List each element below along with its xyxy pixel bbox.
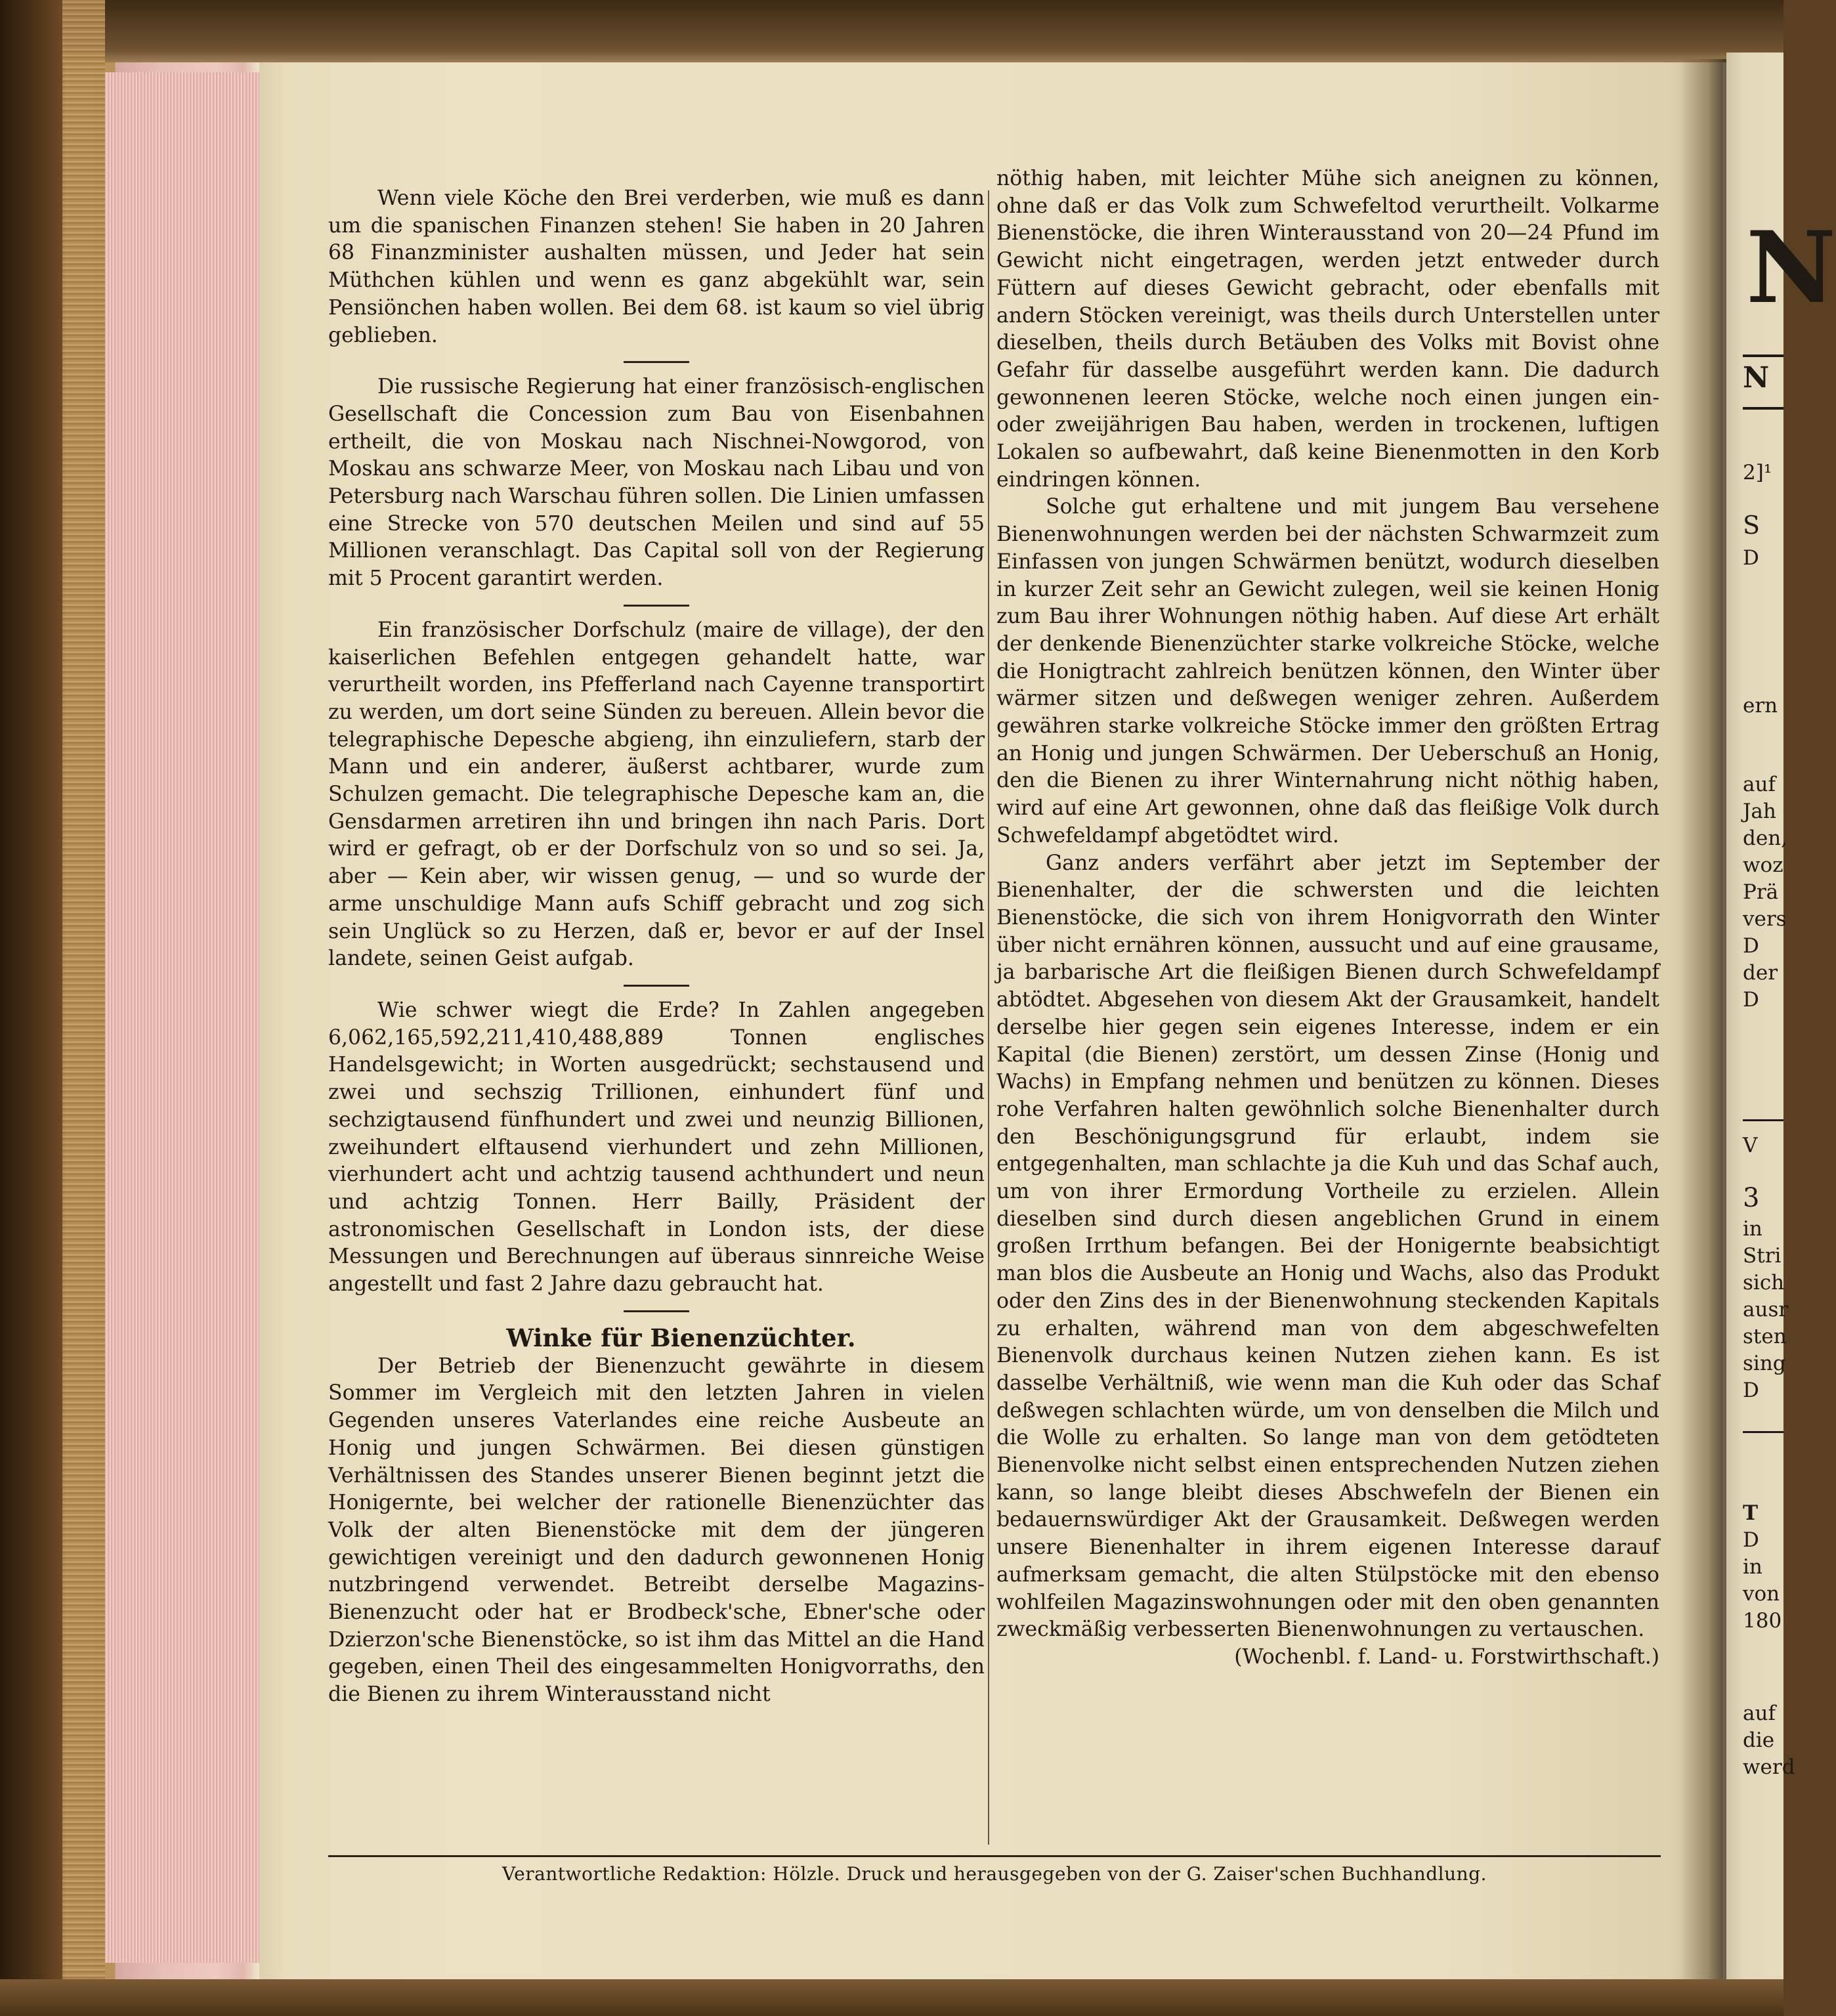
next-page-fragment: ern <box>1743 694 1778 718</box>
next-page-fragment: T <box>1743 1501 1759 1525</box>
column-divider <box>988 190 989 1845</box>
page-edges <box>105 72 259 1963</box>
background-bottom <box>0 1979 1783 2016</box>
section-divider <box>624 985 689 987</box>
left-column <box>328 185 985 1709</box>
background-top <box>62 0 1783 62</box>
next-page-fragment: auf <box>1743 1702 1776 1725</box>
section-divider <box>624 1310 689 1312</box>
next-page-fragment: D <box>1743 1528 1759 1552</box>
next-page-fragment: in <box>1743 1555 1762 1579</box>
next-page-rule <box>1743 1119 1783 1121</box>
next-page-fragment: Stri <box>1743 1244 1782 1268</box>
next-page-fragment: werd <box>1743 1755 1795 1779</box>
next-page-masthead-letter: N <box>1746 210 1836 326</box>
next-page-rule <box>1743 1431 1783 1433</box>
next-page-fragment: auf <box>1743 773 1776 796</box>
next-page-fragment: Prä <box>1743 880 1779 904</box>
imprint-footer: Verantwortliche Redaktion: Hölzle. Druck und herausgegeben von der G. Zaiser'schen Buchhandlung. <box>502 1863 1487 1885</box>
next-page-fragment: Jah <box>1743 800 1776 823</box>
next-page-rule <box>1743 354 1783 357</box>
next-page-fragment: 180 <box>1743 1609 1782 1633</box>
article-heading-beekeeping: Winke für Bienenzüchter. <box>506 1323 856 1352</box>
next-page-number: N <box>1743 361 1770 395</box>
next-page-fragment: 3 <box>1743 1183 1760 1213</box>
gutter-shadow <box>1680 59 1726 1983</box>
next-page-rule <box>1743 407 1783 410</box>
next-page-fragment: D <box>1743 546 1759 570</box>
next-page-fragment: vers <box>1743 907 1787 931</box>
next-page-fragment: D <box>1743 1379 1759 1402</box>
next-page-fragment: sing <box>1743 1352 1786 1375</box>
beekeeping-continued: nöthig haben, mit leichter Mühe sich aneignen zu können, ohne daß er das Volk zum Schwefeltod verurtheilt. Volkarme Bienenstöcke, die ihren Winterausstand von 20—24 Pfund im Gewicht nicht eingetragen, werden jetzt entweder durch Füttern auf dieses Gewicht gebracht, oder ebenfalls mit andern Stöcken vereinigt, was theils durch Unterstellen unter dieselben, theils durch Betäuben des Volks mit Bovist ohne Gefahr für dasselbe ausgeführt werden kann. Die dadurch gewonnenen leeren Stöcke, welche noch einen jungen ein- oder zweijährigen Bau haben, werden in trockenen, luftigen Lokalen so aufbewahrt, daß keine Bienenmotten in den Korb eindringen können. <box>996 167 1659 492</box>
next-page-fragment: V <box>1743 1134 1758 1157</box>
article-beekeeping-intro: Der Betrieb der Bienenzucht gewährte in diesem Sommer im Vergleich mit den letzten Jahren in vielen Gegenden unseres Vaterlandes eine reiche Ausbeute an Honig und jungen Schwärmen. Bei diesen günstigen Verhältnissen des Standes unserer Bienen beginnt jetzt die Honigernte, bei welcher der rationelle Bienenzüchter das Volk der alten Bienenstöcke mit dem der jüngeren gewichtigen vereinigt und den dadurch gewonnenen Honig nutzbringend verwendet. Betreibt derselbe Magazins-Bienenzucht oder hat er Brodbeck'sche, Ebner'sche oder Dzierzon'sche Bienenstöcke, so ist ihm das Mittel an die Hand gegeben, einen Theil des eingesammelten Honigvorraths, den die Bienen zu ihrem Winterausstand nicht <box>328 1354 985 1707</box>
section-divider <box>624 605 689 607</box>
next-page-fragment: in <box>1743 1217 1762 1241</box>
beekeeping-paragraph-2: Solche gut erhaltene und mit jungem Bau versehene Bienenwohnungen werden bei der nächsten Schwarmzeit zum Einfassen von jungen Schwärmen benützt, wodurch dieselben in kurzer Zeit sehr an Gewicht zulegen, weil sie keinen Honig zum Bau ihrer Wohnungen nöthig haben. Auf diese Art erhält der denkende Bienenzüchter starke volkreiche Stöcke, welche die Honigtracht zahlreich benützen können, den Winter über wärmer sitzen und deßwegen weniger zehren. Außerdem gewähren starke volkreiche Stöcke immer den größten Ertrag an Honig und jungen Schwärmen. Der Ueberschuß an Honig, den die Bienen zu ihrer Winternahrung nicht nöthig haben, wird auf eine Art gewonnen, ohne daß das fleißige Volk durch Schwefeldampf abgetödtet wird. <box>996 495 1659 847</box>
section-divider <box>624 361 689 363</box>
next-page-fragment: D <box>1743 934 1759 958</box>
source-signature: (Wochenbl. f. Land- u. Forstwirthschaft.) <box>1234 1644 1659 1669</box>
article-russian-railways: Die russische Regierung hat einer französisch-englischen Gesellschaft die Concession zum Bau von Eisenbahnen ertheilt, die von Moskau nach Nischnei-Nowgorod, von Moskau ans schwarze Meer, von Moskau nach Libau und von Petersburg nach Warschau führen sollen. Die Linien umfassen eine Strecke von 570 deutschen Meilen und sind auf 55 Millionen veranschlagt. Das Capital soll von der Regierung mit 5 Procent garantirt werden. <box>328 375 985 591</box>
next-page-fragment: 2]¹ <box>1743 461 1772 484</box>
next-page-fragment: die <box>1743 1728 1775 1752</box>
right-column <box>996 165 1659 1671</box>
next-page-fragment: von <box>1743 1582 1780 1606</box>
book-spine <box>0 0 62 2016</box>
article-french-mayor: Ein französischer Dorfschulz (maire de village), der den kaiserlichen Befehlen entgegen gehandelt hatte, war verurtheilt worden, ins Pfefferland nach Cayenne transportirt zu werden, um dort seine Sünden zu bereuen. Allein bevor die telegraphische Depesche abgieng, ihn einzuliefern, starb der Mann und ein anderer, äußerst achtbarer, wurde zum Schulzen gemacht. Die telegraphische Depesche kam an, die Gensdarmen arretiren ihn und bringen ihn nach Paris. Dort wird er gefragt, ob er der Dorfschulz von so und so sei. Ja, aber — Kein aber, wir wissen genug, — und so wurde der arme unschuldige Mann aufs Schiff gebracht und zog sich sein Unglück so zu Herzen, daß er, bevor er auf der Insel landete, seinen Geist aufgab. <box>328 618 985 971</box>
next-page-fragment: den, <box>1743 826 1788 850</box>
next-page-fragment: ausr <box>1743 1298 1789 1321</box>
next-page-fragment: sten <box>1743 1325 1787 1348</box>
footer-rule <box>328 1855 1661 1857</box>
next-page-fragment: sich <box>1743 1271 1785 1295</box>
beekeeping-paragraph-3: Ganz anders verfährt aber jetzt im September der Bienenhalter, der die schwersten und die leichten Bienenstöcke, die sich von ihrem Honigvorrath den Winter über nicht ernähren können, aussucht und auf eine grausame, ja barbarische Art die fleißigen Bienen durch Schwefeldampf abtödtet. Abgesehen von diesem Akt der Grausamkeit, handelt derselbe hier gegen sein eigenes Interesse, indem er ein Kapital (die Bienen) zerstört, um dessen Zinse (Honig und Wachs) in Empfang nehmen und benützen zu können. Dieses rohe Verfahren halten gewöhnlich solche Bienenhalter durch den Beschönigungsgrund für erlaubt, indem sie entgegenhalten, man schlachte ja die Kuh und das Schaf auch, um von ihrer Ermordung Vortheile zu erzielen. Allein dieselben sind durch diesen angeblichen Grund in einem großen Irrthum befangen. Bei der Honigernte beabsichtigt man blos die Ausbeute an Honig und Wachs, also das Produkt oder den Zins des in der Bienenwohnung steckenden Kapitals zu erhalten, während man von dem abgeschwefelten Bienenvolk durchaus keinen Nutzen ziehen kann. Es ist dasselbe Verhältniß, wie wenn man die Kuh oder das Schaf deßwegen schlachten würde, um von denselben die Milch und die Wolle zu erhalten. So lange man von dem getödteten Bienenvolke nicht selbst einen entsprechenden Nutzen ziehen kann, so lange bleibt dieses Abschwefeln der Bienen ein bedauernswürdiger Akt der Grausamkeit. Deßwegen werden unsere Bienenhalter in ihrem eigenen Interesse darauf aufmerksam gemacht, die alten Stülpstöcke mit den ebenso wohlfeilen Magazinswohnungen oder mit den oben genannten zweckmäßig verbesserten Bienenwohnungen zu vertauschen. <box>996 851 1659 1642</box>
next-page-fragment: woz <box>1743 853 1783 877</box>
next-page-fragment: D <box>1743 988 1759 1012</box>
article-weight-of-earth: Wie schwer wiegt die Erde? In Zahlen angegeben 6,062,165,592,211,410,488,889 Tonnen englisches Handelsgewicht; in Worten ausgedrückt; sechstausend und zwei und sechszig Trillionen, einhundert fünf und sechzigtausend fünfhundert und zwei und neunzig Billionen, zweihundert elftausend vierhundert und zehn Millionen, vierhundert acht und achtzig tausend achthundert und neun und achtzig Tonnen. Herr Bailly, Präsident der astronomischen Gesellschaft in London ists, der diese Messungen und Berechnungen auf überaus sinnreiche Weise angestellt und fast 2 Jahre dazu gebraucht hat. <box>328 998 985 1297</box>
next-page-fragment: der <box>1743 961 1778 985</box>
next-page-fragment: S <box>1743 511 1761 540</box>
article-spanish-finances: Wenn viele Köche den Brei verderben, wie muß es dann um die spanischen Finanzen stehen! Sie haben in 20 Jahren 68 Finanzminister aushalten müssen, und Jeder hat sein Müthchen kühlen und wenn es ganz abgekühlt war, sein Pensiönchen haben wollen. Bei dem 68. ist kaum so viel übrig geblieben. <box>328 186 985 347</box>
